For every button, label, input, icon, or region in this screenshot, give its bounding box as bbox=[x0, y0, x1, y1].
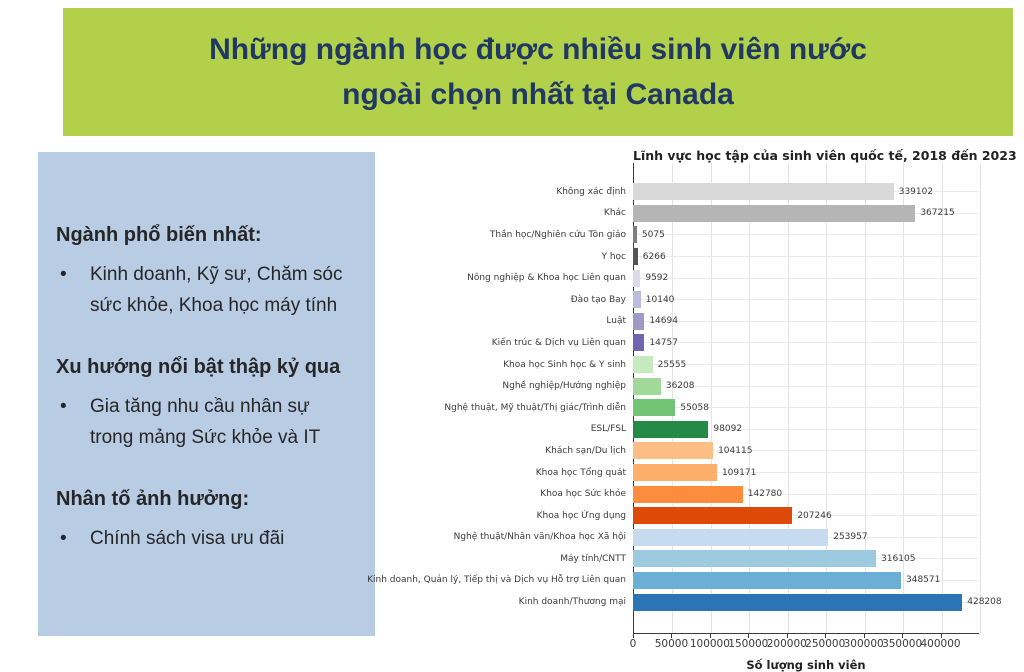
category-label-text: Luật bbox=[606, 316, 626, 327]
bullet-item bbox=[56, 524, 357, 555]
table-row bbox=[367, 570, 1015, 592]
bar-cell bbox=[633, 550, 979, 567]
value-label: 55058 bbox=[680, 402, 709, 413]
category-label bbox=[433, 295, 633, 305]
plot-area bbox=[367, 163, 1015, 633]
bar bbox=[633, 507, 792, 524]
tick-label: 0 bbox=[629, 637, 637, 650]
value-label: 104115 bbox=[718, 445, 753, 456]
category-label bbox=[433, 489, 633, 499]
bar-cell bbox=[633, 183, 979, 200]
category-label bbox=[433, 252, 633, 262]
bar-cell bbox=[633, 442, 979, 459]
category-label bbox=[433, 208, 633, 218]
bar bbox=[633, 183, 894, 200]
category-label bbox=[433, 554, 633, 564]
bar bbox=[633, 205, 915, 222]
table-row bbox=[433, 397, 1015, 419]
table-row bbox=[433, 354, 1015, 376]
section-heading: Nhân tố ảnh hưởng: bbox=[56, 487, 250, 510]
bar bbox=[633, 378, 661, 395]
bar bbox=[633, 464, 717, 481]
category-label-text: Máy tính/CNTT bbox=[560, 553, 626, 564]
category-label-text: Khoa học Tổng quát bbox=[535, 467, 626, 478]
value-label: 98092 bbox=[713, 424, 743, 435]
value-label: 428208 bbox=[967, 597, 1002, 608]
value-label: 6266 bbox=[642, 251, 666, 262]
table-row bbox=[433, 289, 1015, 311]
bar bbox=[633, 226, 637, 243]
tick-label: 200000 bbox=[766, 637, 807, 650]
category-label-text: Kinh doanh, Quản lý, Tiếp thị và Dịch vụ Hỗ trợ Liên quan bbox=[367, 575, 626, 586]
value-label: 10140 bbox=[645, 294, 675, 305]
bullet-item bbox=[56, 260, 357, 322]
bar-cell bbox=[633, 594, 1002, 611]
category-label bbox=[433, 316, 633, 326]
category-label-text: Khoa học Sức khỏe bbox=[540, 489, 626, 500]
bar-cell bbox=[633, 356, 979, 373]
bar bbox=[633, 594, 962, 611]
bar bbox=[633, 248, 638, 265]
category-label-text: Khoa học Ứng dụng bbox=[536, 510, 626, 521]
category-label bbox=[433, 273, 633, 283]
slide-title-line2: ngoài chọn nhất tại Canada bbox=[342, 78, 734, 111]
bar-cell bbox=[633, 270, 979, 287]
category-label-text: Nông nghiệp & Khoa học Liên quan bbox=[467, 273, 626, 284]
title-banner bbox=[63, 8, 1013, 136]
bar bbox=[633, 334, 644, 351]
category-label bbox=[433, 403, 633, 413]
table-row bbox=[433, 332, 1015, 354]
tick-label: 150000 bbox=[728, 637, 769, 650]
bar-cell bbox=[633, 399, 979, 416]
table-row bbox=[433, 548, 1015, 570]
bar bbox=[633, 270, 640, 287]
tick-label: 400000 bbox=[920, 637, 961, 650]
bar bbox=[633, 421, 708, 438]
table-row bbox=[433, 483, 1015, 505]
table-row bbox=[433, 375, 1015, 397]
bar-rows bbox=[367, 181, 1015, 613]
bullet-item bbox=[56, 392, 357, 454]
value-label: 109171 bbox=[721, 467, 757, 478]
x-axis-label: Số lượng sinh viên bbox=[746, 657, 866, 672]
value-label: 5075 bbox=[641, 229, 665, 240]
category-label bbox=[433, 360, 633, 370]
tick-label: 50000 bbox=[654, 637, 689, 650]
value-label: 36208 bbox=[665, 381, 695, 392]
table-row bbox=[433, 591, 1015, 613]
category-label-text: Kiến trúc & Dịch vụ Liên quan bbox=[491, 337, 626, 348]
category-label bbox=[367, 575, 633, 586]
table-row bbox=[433, 462, 1015, 484]
value-label: 14757 bbox=[649, 337, 678, 348]
category-label bbox=[433, 511, 633, 521]
bar bbox=[633, 313, 644, 330]
bar-cell bbox=[633, 226, 979, 243]
category-label bbox=[433, 468, 633, 478]
table-row bbox=[433, 440, 1015, 462]
table-row bbox=[433, 505, 1015, 527]
value-label: 367215 bbox=[920, 208, 955, 219]
value-label: 348571 bbox=[906, 575, 941, 586]
bar-cell bbox=[633, 507, 979, 524]
category-label bbox=[433, 338, 633, 348]
category-label-text: Nghề nghiệp/Hướng nghiệp bbox=[502, 381, 626, 392]
category-label-text: ESL/FSL bbox=[590, 424, 626, 435]
value-label: 316105 bbox=[881, 553, 916, 564]
bar-cell bbox=[633, 421, 979, 438]
slide-title-line1: Những ngành học được nhiều sinh viên nước bbox=[209, 33, 867, 66]
tick-label: 300000 bbox=[843, 637, 884, 650]
bar-chart bbox=[367, 148, 1017, 672]
value-label: 14694 bbox=[649, 316, 678, 327]
category-label-text: Khác bbox=[603, 208, 626, 219]
table-row bbox=[433, 527, 1015, 549]
section-heading: Ngành phổ biến nhất: bbox=[56, 224, 262, 246]
value-label: 253957 bbox=[833, 532, 868, 543]
x-axis bbox=[629, 633, 979, 654]
value-label: 207246 bbox=[797, 510, 832, 521]
table-row bbox=[433, 203, 1015, 225]
bullet-marker: • bbox=[60, 527, 67, 549]
bar bbox=[633, 572, 901, 589]
bar-cell bbox=[633, 248, 979, 265]
value-label: 142780 bbox=[747, 489, 783, 500]
table-row bbox=[433, 224, 1015, 246]
value-label: 9592 bbox=[645, 273, 669, 284]
bar-cell bbox=[633, 334, 979, 351]
bar-cell bbox=[633, 205, 979, 222]
category-label bbox=[433, 230, 633, 240]
bullet-marker: • bbox=[60, 395, 67, 417]
bullet-marker: • bbox=[60, 264, 67, 285]
bar-cell bbox=[633, 529, 979, 546]
bar-cell bbox=[633, 378, 979, 395]
bar bbox=[633, 291, 641, 308]
bullet-text: Kinh doanh, Kỹ sư, Chăm sóc sức khỏe, Khoa học máy tính bbox=[90, 264, 343, 316]
category-label-text: Khoa học Sinh học & Y sinh bbox=[503, 359, 626, 370]
bullet-text: Gia tăng nhu cầu nhân sự trong mảng Sức khỏe và IT bbox=[90, 395, 321, 448]
tick-label: 250000 bbox=[805, 637, 846, 650]
bar bbox=[633, 356, 653, 373]
category-label-text: Đào tạo Bay bbox=[570, 294, 626, 305]
table-row bbox=[433, 246, 1015, 268]
bar-cell bbox=[633, 486, 979, 503]
table-row bbox=[433, 181, 1015, 203]
category-label-text: Khách sạn/Du lịch bbox=[545, 445, 626, 456]
table-row bbox=[433, 311, 1015, 333]
category-label-text: Thần học/Nghiên cứu Tôn giáo bbox=[489, 229, 626, 240]
bar-cell bbox=[633, 464, 979, 481]
category-label bbox=[433, 187, 633, 197]
table-row bbox=[433, 267, 1015, 289]
category-label-text: Kinh doanh/Thương mại bbox=[518, 597, 626, 608]
bar bbox=[633, 399, 675, 416]
value-label: 25555 bbox=[657, 359, 687, 370]
table-row bbox=[433, 419, 1015, 441]
category-label bbox=[433, 381, 633, 391]
category-label-text: Nghệ thuật/Nhân văn/Khoa học Xã hội bbox=[453, 532, 626, 543]
category-label bbox=[433, 597, 633, 607]
value-label: 339102 bbox=[898, 186, 934, 197]
bar-cell bbox=[633, 313, 979, 330]
category-label bbox=[433, 446, 633, 456]
tick-label: 350000 bbox=[882, 637, 923, 650]
bar-cell bbox=[633, 291, 979, 308]
category-label-text: Y học bbox=[601, 251, 626, 262]
info-box bbox=[38, 152, 375, 636]
category-label-text: Nghệ thuật, Mỹ thuật/Thị giác/Trình diễn bbox=[444, 402, 626, 413]
bullet-text: Chính sách visa ưu đãi bbox=[90, 527, 285, 549]
section-heading: Xu hướng nổi bật thập kỷ qua bbox=[56, 355, 341, 378]
bar bbox=[633, 442, 713, 459]
chart-title: Lĩnh vực học tập của sinh viên quốc tế, 2018 đến 2023 bbox=[633, 148, 1017, 163]
bar-cell bbox=[633, 572, 979, 589]
tick-label: 100000 bbox=[689, 637, 730, 650]
bar bbox=[633, 550, 876, 567]
bar bbox=[633, 486, 743, 503]
bar bbox=[633, 529, 828, 546]
category-label bbox=[433, 532, 633, 542]
category-label-text: Không xác định bbox=[556, 186, 626, 197]
category-label bbox=[433, 424, 633, 434]
info-sections bbox=[56, 224, 357, 555]
